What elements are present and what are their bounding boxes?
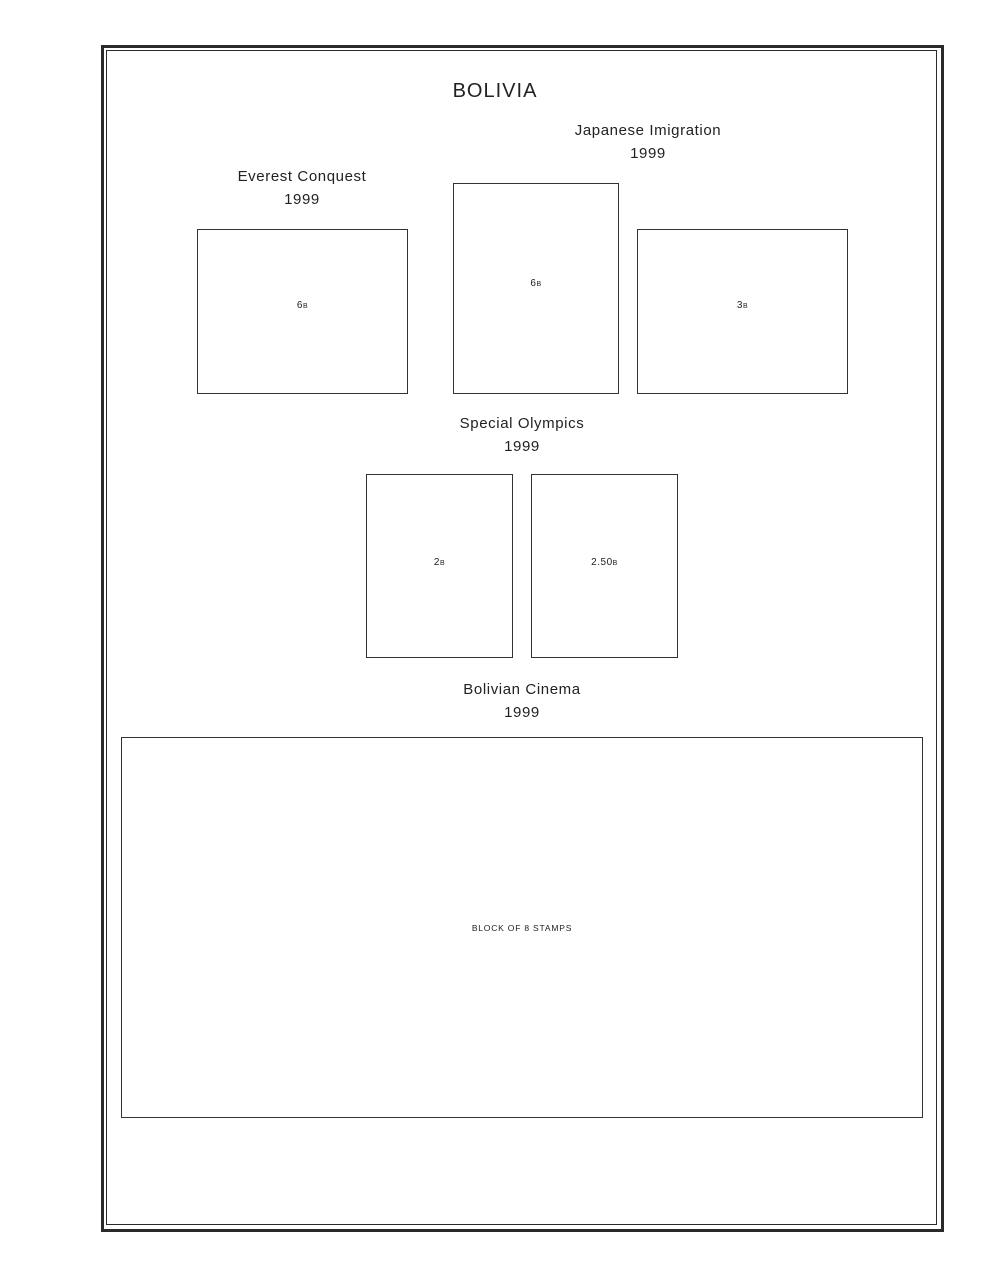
set-caption-cinema bbox=[412, 678, 632, 724]
set-caption-japanese bbox=[538, 119, 758, 165]
stamp-box bbox=[531, 474, 678, 658]
set-caption-everest bbox=[202, 165, 402, 211]
stamp-value: 6B bbox=[296, 300, 309, 311]
stamp-value: 2.50B bbox=[591, 557, 618, 568]
stamp-box bbox=[637, 229, 848, 394]
set-name: Everest Conquest bbox=[237, 168, 367, 185]
set-name: Special Olympics bbox=[459, 415, 585, 432]
stamp-value: 6B bbox=[530, 278, 542, 289]
block-label: BLOCK OF 8 STAMPS bbox=[471, 922, 573, 933]
set-name: Japanese Imigration bbox=[574, 122, 722, 139]
set-caption-olympics bbox=[412, 412, 632, 458]
set-name: Bolivian Cinema bbox=[463, 681, 581, 698]
set-year: 1999 bbox=[504, 438, 540, 455]
page-title: BOLIVIA bbox=[452, 80, 538, 102]
set-year: 1999 bbox=[284, 191, 320, 208]
set-year: 1999 bbox=[504, 704, 540, 721]
stamp-value: 2B bbox=[433, 557, 446, 568]
stamp-box bbox=[453, 183, 619, 394]
stamp-block-box bbox=[121, 737, 923, 1118]
stamp-box bbox=[366, 474, 513, 658]
stamp-box bbox=[197, 229, 408, 394]
stamp-value: 3B bbox=[736, 300, 749, 311]
set-year: 1999 bbox=[630, 145, 666, 162]
